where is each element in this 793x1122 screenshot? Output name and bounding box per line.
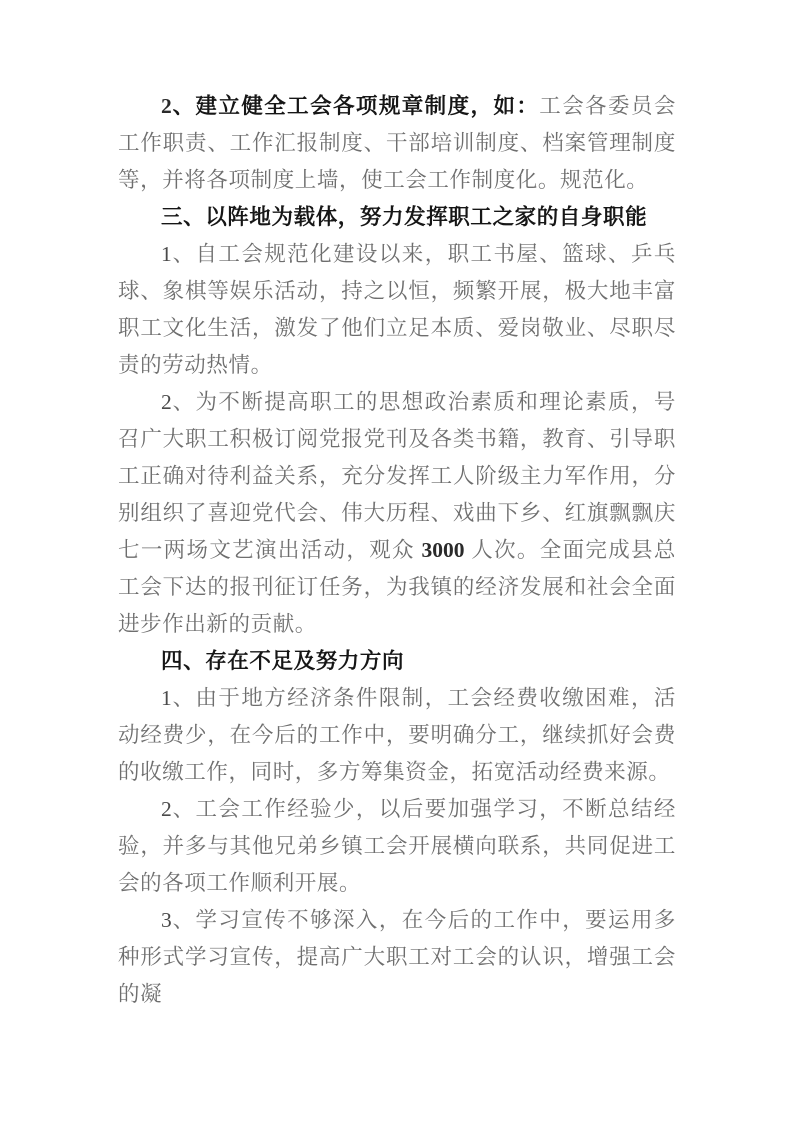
paragraph-item-2-regulations: [118, 88, 676, 199]
paragraph-item-2-experience: [118, 791, 676, 902]
list-number: 1: [161, 242, 172, 266]
paragraph-bold-lead: 、建立健全工会各项规章制度，如：: [171, 94, 540, 118]
paragraph-item-1-funding: [118, 680, 676, 791]
paragraph-text-part-one: 、为不断提高职工的思想政治素质和理论素质，号召广大职工积极订阅党报党刊及各类书籍，教育、引导职工正确对待利益关系，充分发挥工人阶级主力军作用，分别组织了喜迎党代会、伟大历程、戏曲下乡、红旗飘飘庆七一两场文艺演出活动，观众: [118, 390, 676, 562]
list-number: 2: [161, 390, 172, 414]
paragraph-text: 工会各委员会工作职责、工作汇报制度、干部培训制度、档案管理制度等，并将各项制度上墙，使工会工作制度化。规范化。: [118, 94, 676, 192]
paragraph-item-1-activities: [118, 236, 676, 384]
paragraph-text-part-two: 人次。全面完成县总工会下达的报刊征订任务，为我镇的经济发展和社会全面进步作出新的贡献。: [118, 538, 676, 636]
paragraph-text: 、自工会规范化建设以来，职工书屋、篮球、乒乓球、象棋等娱乐活动，持之以恒，频繁开展，极大地丰富职工文化生活，激发了他们立足本质、爱岗敬业、尽职尽责的劳动热情。: [118, 242, 676, 377]
paragraph-item-3-publicity: [118, 902, 676, 1013]
paragraph-text: 、工会工作经验少，以后要加强学习，不断总结经验，并多与其他兄弟乡镇工会开展横向联系，共同促进工会的各项工作顺利开展。: [118, 797, 676, 895]
list-number: 2: [161, 94, 172, 118]
paragraph-item-2-education: [118, 384, 676, 643]
section-heading-three: 三、以阵地为载体，努力发挥职工之家的自身职能: [161, 205, 648, 229]
list-number: 1: [161, 686, 172, 710]
list-number: 2: [161, 797, 172, 821]
paragraph-text: 、由于地方经济条件限制，工会经费收缴困难，活动经费少，在今后的工作中，要明确分工，继续抓好会费的收缴工作，同时，多方筹集资金，拓宽活动经费来源。: [118, 686, 676, 784]
list-number: 3: [161, 908, 172, 932]
section-heading-four: 四、存在不足及努力方向: [161, 649, 405, 673]
document-body: [118, 88, 676, 1013]
audience-count-value: 3000: [421, 538, 465, 562]
paragraph-text: 、学习宣传不够深入，在今后的工作中，要运用多种形式学习宣传，提高广大职工对工会的认识，增强工会的凝: [118, 908, 676, 1006]
